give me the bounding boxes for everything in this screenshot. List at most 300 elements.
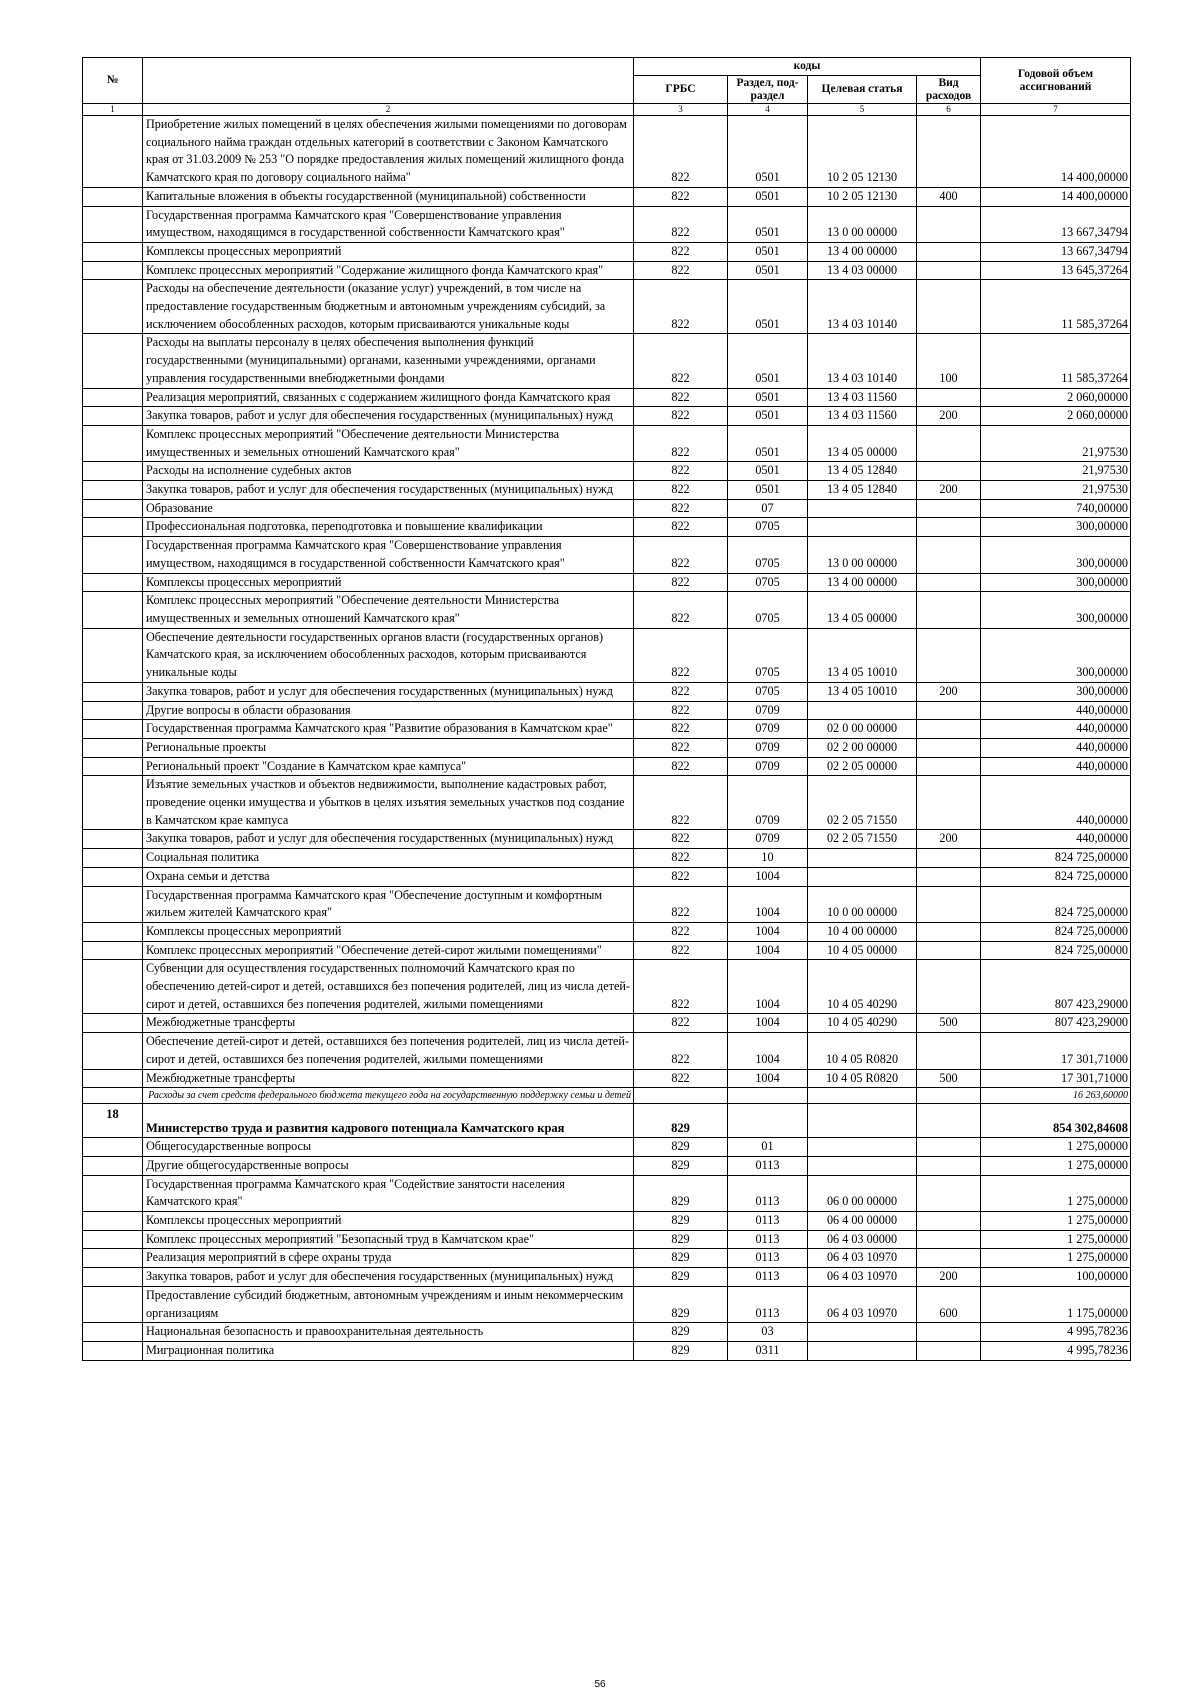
row-name: Миграционная политика [143,1342,634,1361]
row-kind: 200 [917,682,981,701]
row-target: 13 4 03 10140 [808,280,917,334]
row-grbs: 822 [634,1069,728,1088]
row-sum: 807 423,29000 [981,1014,1131,1033]
row-kind: 600 [917,1286,981,1322]
row-name: Государственная программа Камчатского края "Развитие образования в Камчатском крае" [143,720,634,739]
table-row [83,462,1131,481]
row-section: 0501 [728,242,808,261]
row-num-cell [83,628,143,682]
row-num-cell [83,481,143,500]
table-row [83,867,1131,886]
row-grbs: 822 [634,242,728,261]
row-sum: 4 995,78236 [981,1342,1131,1361]
table-row [83,830,1131,849]
row-grbs: 822 [634,334,728,388]
row-target: 13 4 00 00000 [808,242,917,261]
row-section: 0709 [728,701,808,720]
row-section: 0501 [728,261,808,280]
row-grbs: 829 [634,1286,728,1322]
row-sum: 4 995,78236 [981,1323,1131,1342]
row-section: 0311 [728,1342,808,1361]
row-target: 10 2 05 12130 [808,187,917,206]
row-num-cell [83,1156,143,1175]
table-row [83,407,1131,426]
row-num-cell [83,425,143,461]
row-name: Изъятие земельных участков и объектов недвижимости, выполнение кадастровых работ, проведение оценки имущества и убытков в целях изъятия земельных участков под создание в Камчатском крае кампуса [143,776,634,830]
row-section: 0501 [728,280,808,334]
row-kind [917,922,981,941]
row-section: 0705 [728,682,808,701]
row-name: Государственная программа Камчатского края "Обеспечение доступным и комфортным жильем жителей Камчатского края" [143,886,634,922]
row-name: Капитальные вложения в объекты государственной (муниципальной) собственности [143,187,634,206]
row-sum: 21,97530 [981,425,1131,461]
row-sum: 300,00000 [981,518,1131,537]
row-grbs: 822 [634,1014,728,1033]
row-sum: 1 275,00000 [981,1230,1131,1249]
row-target [808,849,917,868]
row-target: 13 4 03 10140 [808,334,917,388]
row-sum: 1 275,00000 [981,1175,1131,1211]
row-target: 10 4 00 00000 [808,922,917,941]
row-kind: 200 [917,1268,981,1287]
row-grbs: 822 [634,280,728,334]
table-row [83,1342,1131,1361]
row-kind [917,388,981,407]
row-num-cell [83,720,143,739]
row-kind [917,425,981,461]
row-grbs: 822 [634,941,728,960]
row-kind [917,206,981,242]
row-target: 02 2 05 71550 [808,776,917,830]
row-sum: 824 725,00000 [981,941,1131,960]
table-row [83,1286,1131,1322]
table-row [83,334,1131,388]
row-num-cell [83,1286,143,1322]
row-grbs: 829 [634,1323,728,1342]
header-colnum: 6 [917,104,981,116]
row-sum: 13 667,34794 [981,242,1131,261]
table-row [83,849,1131,868]
row-name: Расходы на обеспечение деятельности (оказание услуг) учреждений, в том числе на предоставление государственным бюджетным и автономным учреждениям субсидий, за исключением обособленных расходов, которым присваиваются уникальные коды [143,280,634,334]
row-grbs: 822 [634,682,728,701]
row-target [808,1138,917,1157]
row-num-cell [83,388,143,407]
row-section: 0113 [728,1268,808,1287]
row-num-cell [83,776,143,830]
row-name: Региональный проект "Создание в Камчатском крае кампуса" [143,757,634,776]
row-kind: 500 [917,1069,981,1088]
table-row [83,941,1131,960]
table-row [83,116,1131,188]
budget-table [82,57,1131,1361]
row-grbs: 822 [634,757,728,776]
table-row [83,518,1131,537]
row-name: Обеспечение детей-сирот и детей, оставшихся без попечения родителей, лиц из числа детей-сирот и детей, оставшихся без попечения родителей, жилыми помещениями [143,1033,634,1069]
table-row [83,280,1131,334]
row-grbs: 822 [634,1033,728,1069]
row-kind [917,499,981,518]
row-sum: 807 423,29000 [981,960,1131,1014]
row-target: 06 4 03 10970 [808,1249,917,1268]
row-section: 0705 [728,573,808,592]
row-section: 0705 [728,628,808,682]
row-grbs: 829 [634,1230,728,1249]
table-row [83,738,1131,757]
row-sum: 14 400,00000 [981,187,1131,206]
row-target: 13 0 00 00000 [808,206,917,242]
row-num-cell [83,573,143,592]
row-num-cell [83,1033,143,1069]
row-grbs: 829 [634,1138,728,1157]
table-row [83,1249,1131,1268]
header-num: № [83,58,143,104]
table-row [83,261,1131,280]
row-name: Комплекс процессных мероприятий "Обеспечение деятельности Министерства имущественных и земельных отношений Камчатского края" [143,425,634,461]
ministry-grbs: 829 [634,1104,728,1138]
row-section: 0113 [728,1230,808,1249]
row-grbs: 822 [634,518,728,537]
table-row [83,242,1131,261]
row-section: 0709 [728,830,808,849]
row-grbs: 822 [634,573,728,592]
row-target: 13 4 03 11560 [808,407,917,426]
row-section: 1004 [728,960,808,1014]
row-kind [917,738,981,757]
row-num-cell [83,1342,143,1361]
row-num-cell [83,960,143,1014]
row-name: Комплексы процессных мероприятий [143,573,634,592]
row-kind [917,720,981,739]
row-num-cell [83,1014,143,1033]
row-section: 0501 [728,425,808,461]
row-name: Комплексы процессных мероприятий [143,922,634,941]
row-kind [917,849,981,868]
row-target [808,1323,917,1342]
row-grbs: 822 [634,960,728,1014]
row-grbs: 822 [634,206,728,242]
row-target: 13 4 05 10010 [808,628,917,682]
table-row [83,1138,1131,1157]
row-sum: 1 275,00000 [981,1156,1131,1175]
table-row [83,1268,1131,1287]
row-target: 06 4 03 10970 [808,1286,917,1322]
header-volume: Годовой объем ассигнований [981,58,1131,104]
row-name: Другие вопросы в области образования [143,701,634,720]
row-sum: 300,00000 [981,592,1131,628]
row-grbs: 822 [634,830,728,849]
row-name: Закупка товаров, работ и услуг для обеспечения государственных (муниципальных) нужд [143,830,634,849]
header-colnum: 5 [808,104,917,116]
row-target: 13 0 00 00000 [808,537,917,573]
row-name: Другие общегосударственные вопросы [143,1156,634,1175]
row-sum: 1 175,00000 [981,1286,1131,1322]
row-target: 02 2 00 00000 [808,738,917,757]
table-row [83,573,1131,592]
row-name: Комплекс процессных мероприятий "Содержание жилищного фонда Камчатского края" [143,261,634,280]
row-num-cell [83,1212,143,1231]
row-num-cell [83,701,143,720]
table-row [83,922,1131,941]
row-num-cell [83,537,143,573]
row-section: 0709 [728,720,808,739]
row-kind [917,592,981,628]
federal-budget-note-row [83,1088,1131,1104]
row-kind [917,1175,981,1211]
row-target: 10 4 05 40290 [808,960,917,1014]
row-target: 02 0 00 00000 [808,720,917,739]
row-name: Комплекс процессных мероприятий "Обеспечение детей-сирот жилыми помещениями" [143,941,634,960]
row-target: 10 2 05 12130 [808,116,917,188]
row-name: Социальная политика [143,849,634,868]
row-section: 0709 [728,776,808,830]
row-section: 0501 [728,187,808,206]
row-sum: 2 060,00000 [981,388,1131,407]
header-colnum: 7 [981,104,1131,116]
row-name: Закупка товаров, работ и услуг для обеспечения государственных (муниципальных) нужд [143,1268,634,1287]
row-target: 10 0 00 00000 [808,886,917,922]
row-kind [917,261,981,280]
row-num-cell [83,830,143,849]
row-sum: 300,00000 [981,537,1131,573]
table-row [83,960,1131,1014]
row-kind: 400 [917,187,981,206]
row-target: 06 4 03 00000 [808,1230,917,1249]
table-row [83,1323,1131,1342]
table-row [83,757,1131,776]
row-target: 06 4 03 10970 [808,1268,917,1287]
row-kind [917,1138,981,1157]
row-num-cell [83,592,143,628]
row-sum: 13 667,34794 [981,206,1131,242]
row-sum: 300,00000 [981,682,1131,701]
row-name: Расходы на исполнение судебных актов [143,462,634,481]
row-grbs: 822 [634,701,728,720]
table-row [83,1212,1131,1231]
row-name: Межбюджетные трансферты [143,1014,634,1033]
row-kind [917,1033,981,1069]
row-target [808,1156,917,1175]
table-row [83,206,1131,242]
table-row [83,682,1131,701]
row-num-cell [83,922,143,941]
row-section: 1004 [728,922,808,941]
row-section: 0501 [728,206,808,242]
header-codes: коды [634,58,981,76]
row-section: 0501 [728,407,808,426]
header-colnum: 1 [83,104,143,116]
row-name: Реализация мероприятий в сфере охраны труда [143,1249,634,1268]
table-row [83,499,1131,518]
row-kind [917,1230,981,1249]
row-num-cell [83,757,143,776]
row-num-cell [83,1230,143,1249]
row-kind: 500 [917,1014,981,1033]
table-row [83,187,1131,206]
row-grbs: 822 [634,462,728,481]
row-sum: 740,00000 [981,499,1131,518]
table-row [83,1230,1131,1249]
row-kind [917,776,981,830]
table-row [83,481,1131,500]
row-kind [917,886,981,922]
row-name: Профессиональная подготовка, переподготовка и повышение квалификации [143,518,634,537]
row-num-cell [83,849,143,868]
row-section: 0709 [728,757,808,776]
row-num-cell [83,261,143,280]
table-row [83,1014,1131,1033]
row-name: Закупка товаров, работ и услуг для обеспечения государственных (муниципальных) нужд [143,481,634,500]
row-name: Охрана семьи и детства [143,867,634,886]
table-row [83,776,1131,830]
row-target [808,701,917,720]
row-section: 1004 [728,941,808,960]
row-target: 02 2 05 00000 [808,757,917,776]
row-target: 10 4 05 R0820 [808,1033,917,1069]
row-name: Комплекс процессных мероприятий "Обеспечение деятельности Министерства имущественных и земельных отношений Камчатского края" [143,592,634,628]
row-section: 0501 [728,116,808,188]
row-num-cell [83,738,143,757]
table-row [83,1033,1131,1069]
row-kind [917,518,981,537]
row-target [808,518,917,537]
row-sum: 440,00000 [981,720,1131,739]
row-section: 0709 [728,738,808,757]
row-target [808,1342,917,1361]
row-grbs: 829 [634,1175,728,1211]
row-kind: 200 [917,407,981,426]
federal-budget-note-sum: 16 263,60000 [981,1088,1131,1104]
row-sum: 11 585,37264 [981,280,1131,334]
row-kind [917,628,981,682]
row-num-cell [83,1138,143,1157]
row-sum: 1 275,00000 [981,1249,1131,1268]
row-kind [917,116,981,188]
row-num-cell [83,187,143,206]
row-kind [917,701,981,720]
row-kind [917,941,981,960]
budget-table-sheet [82,57,1130,1361]
row-kind [917,573,981,592]
row-sum: 440,00000 [981,701,1131,720]
row-num-cell [83,407,143,426]
header-target: Целевая статья [808,76,917,104]
row-name: Межбюджетные трансферты [143,1069,634,1088]
row-target: 10 4 05 40290 [808,1014,917,1033]
row-grbs: 822 [634,537,728,573]
row-sum: 100,00000 [981,1268,1131,1287]
row-sum: 440,00000 [981,757,1131,776]
row-section: 0705 [728,537,808,573]
row-sum: 17 301,71000 [981,1033,1131,1069]
row-num-cell [83,1323,143,1342]
row-num-cell [83,462,143,481]
header-kind: Вид расходов [917,76,981,104]
row-sum: 440,00000 [981,830,1131,849]
row-kind: 100 [917,334,981,388]
row-target: 10 4 05 R0820 [808,1069,917,1088]
row-name: Государственная программа Камчатского края "Совершенствование управления имуществом, находящимся в государственной собственности Камчатского края" [143,206,634,242]
table-row [83,1175,1131,1211]
row-num-cell [83,682,143,701]
row-kind [917,1156,981,1175]
row-target: 13 4 05 10010 [808,682,917,701]
row-section: 1004 [728,1033,808,1069]
row-kind [917,1342,981,1361]
row-name: Субвенции для осуществления государственных полномочий Камчатского края по обеспечению детей-сирот и детей, оставшихся без попечения родителей, лиц из числа детей-сирот и детей, оставшихся без попечения родителей, жилыми помещениями [143,960,634,1014]
row-kind [917,1323,981,1342]
row-grbs: 829 [634,1268,728,1287]
row-sum: 13 645,37264 [981,261,1131,280]
row-grbs: 822 [634,592,728,628]
row-name: Комплекс процессных мероприятий "Безопасный труд в Камчатском крае" [143,1230,634,1249]
row-name: Комплексы процессных мероприятий [143,1212,634,1231]
row-sum: 300,00000 [981,628,1131,682]
row-num-cell [83,280,143,334]
row-name: Национальная безопасность и правоохранительная деятельность [143,1323,634,1342]
row-name: Расходы на выплаты персоналу в целях обеспечения выполнения функций государственными (муниципальными) органами, казенными учреждениями, органами управления государственными внебюджетными фондами [143,334,634,388]
row-target: 06 0 00 00000 [808,1175,917,1211]
table-row [83,537,1131,573]
row-kind: 200 [917,830,981,849]
row-section: 0113 [728,1156,808,1175]
row-kind [917,242,981,261]
row-section: 0501 [728,388,808,407]
row-name: Предоставление субсидий бюджетным, автономным учреждениям и иным некоммерческим организациям [143,1286,634,1322]
row-sum: 11 585,37264 [981,334,1131,388]
row-grbs: 822 [634,187,728,206]
table-row [83,701,1131,720]
row-section: 0501 [728,462,808,481]
row-name: Образование [143,499,634,518]
row-section: 0501 [728,481,808,500]
row-num-cell [83,1268,143,1287]
table-row [83,628,1131,682]
row-name: Комплексы процессных мероприятий [143,242,634,261]
row-grbs: 822 [634,116,728,188]
row-sum: 824 725,00000 [981,867,1131,886]
row-num-cell [83,518,143,537]
ministry-number: 18 [83,1104,143,1138]
row-sum: 1 275,00000 [981,1138,1131,1157]
row-sum: 824 725,00000 [981,922,1131,941]
row-num-cell [83,941,143,960]
table-row [83,388,1131,407]
row-num-cell [83,867,143,886]
row-num-cell [83,499,143,518]
row-section: 1004 [728,1014,808,1033]
row-grbs: 829 [634,1156,728,1175]
row-kind [917,757,981,776]
header-colnum: 3 [634,104,728,116]
header-colnum: 2 [143,104,634,116]
table-row [83,1069,1131,1088]
row-grbs: 822 [634,261,728,280]
row-section: 1004 [728,886,808,922]
row-section: 03 [728,1323,808,1342]
row-name: Общегосударственные вопросы [143,1138,634,1157]
row-section: 01 [728,1138,808,1157]
row-name: Приобретение жилых помещений в целях обеспечения жилыми помещениями по договорам социального найма граждан отдельных категорий в соответствии с Законом Камчатского края от 31.03.2009 № 253 "О порядке предоставления жилых помещений жилищного фонда Камчатского края по договору социального найма" [143,116,634,188]
row-num-cell [83,334,143,388]
row-grbs: 822 [634,407,728,426]
row-kind [917,867,981,886]
row-name: Реализация мероприятий, связанных с содержанием жилищного фонда Камчатского края [143,388,634,407]
row-grbs: 822 [634,499,728,518]
header-grbs: ГРБС [634,76,728,104]
row-sum: 440,00000 [981,738,1131,757]
row-sum: 300,00000 [981,573,1131,592]
row-grbs: 822 [634,720,728,739]
